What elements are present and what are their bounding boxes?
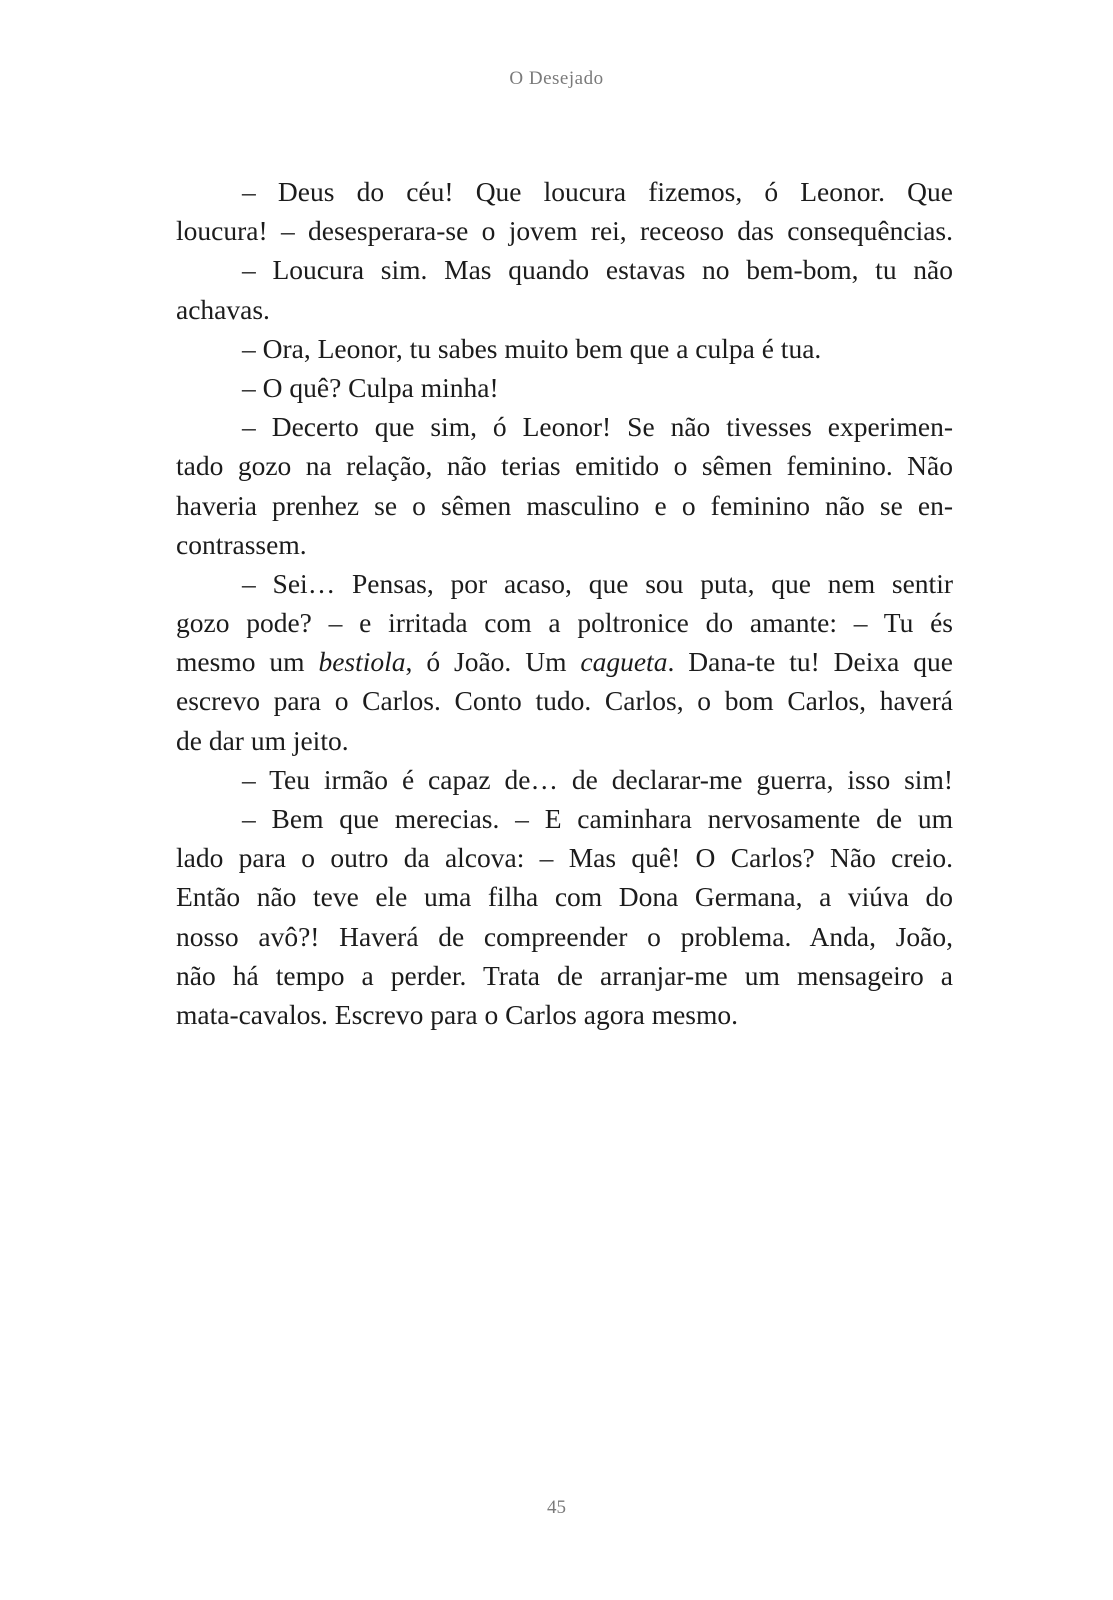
text-line: – Deus do céu! Que loucura fizemos, ó Leonor. Que [242, 176, 953, 207]
text-line: escrevo para o Carlos. Conto tudo. Carlos, o bom Carlos, haverá [176, 685, 953, 717]
text-segment: . Dana-te tu! Deixa que [667, 646, 953, 678]
running-head-title: O Desejado [509, 68, 604, 89]
text-line [176, 642, 953, 681]
text-segment: , ó João. Um [405, 646, 581, 678]
text-line: – Teu irmão é capaz de… de declarar-me guerra, isso sim! [242, 763, 953, 795]
text-line: – Sei… Pensas, por acaso, que sou puta, que nem sentir [242, 567, 953, 599]
text-line: – Ora, Leonor, tu sabes muito bem que a culpa é tua. [242, 332, 822, 364]
italic-word: cagueta [580, 646, 668, 678]
text-segment: mesmo um [176, 646, 319, 678]
text-line: mata-cavalos. Escrevo para o Carlos agora mesmo. [176, 998, 739, 1030]
text-line: de dar um jeito. [176, 724, 349, 756]
text-line: contrassem. [176, 528, 307, 560]
text-line: lado para o outro da alcova: – Mas quê! O Carlos? Não creio. [176, 842, 953, 874]
italic-word: bestiola [318, 646, 406, 678]
text-line: tado gozo na relação, não terias emitido o sêmen feminino. Não [176, 450, 953, 482]
text-line: – Decerto que sim, ó Leonor! Se não tivesses experimen- [242, 411, 953, 443]
text-line: nosso avô?! Haverá de compreender o problema. Anda, João, [176, 920, 953, 952]
page-number: 45 [547, 1497, 566, 1518]
text-line: Então não teve ele uma filha com Dona Germana, a viúva do [176, 881, 953, 913]
text-line: loucura! – desesperara-se o jovem rei, receoso das consequências. [176, 215, 953, 247]
text-line: não há tempo a perder. Trata de arranjar-me um mensageiro a [176, 959, 953, 991]
body-text [176, 172, 953, 1034]
text-line: achavas. [176, 293, 270, 325]
text-line: haveria prenhez se o sêmen masculino e o feminino não se en- [176, 489, 953, 521]
text-line: gozo pode? – e irritada com a poltronice do amante: – Tu és [176, 607, 953, 639]
text-line: – Loucura sim. Mas quando estavas no bem-bom, tu não [242, 254, 953, 286]
text-line: – Bem que merecias. – E caminhara nervosamente de um [242, 803, 953, 834]
text-line: – O quê? Culpa minha! [242, 371, 499, 403]
